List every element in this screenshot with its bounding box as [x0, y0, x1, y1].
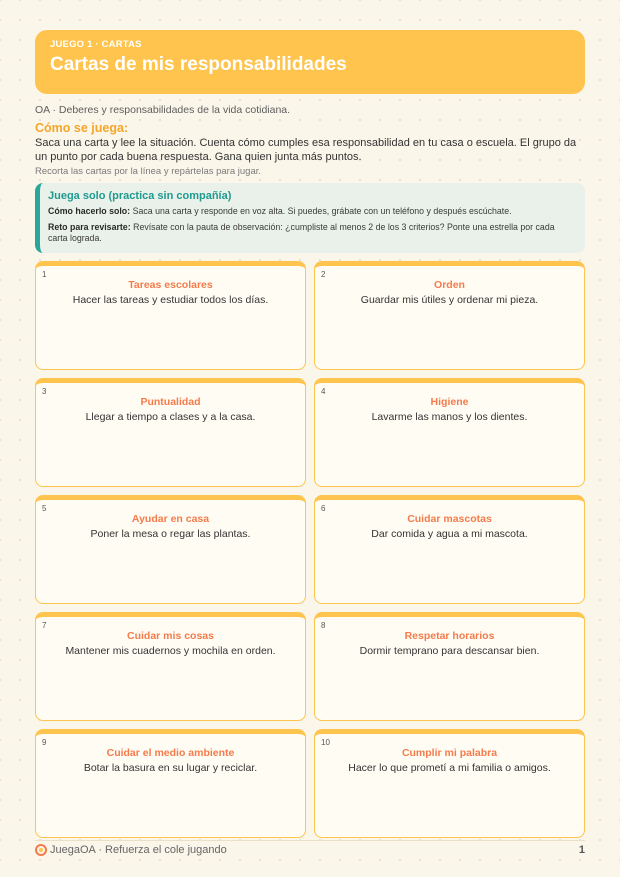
card-1: [35, 261, 306, 370]
card-text: Dormir temprano para descansar bien.: [359, 645, 540, 657]
card-text: Mantener mis cuadernos y mochila en orden.: [65, 645, 276, 657]
card-number: 5: [42, 504, 47, 513]
target-icon: [35, 844, 47, 856]
page-title: Cartas de mis responsabilidades: [50, 54, 347, 75]
card-10: [314, 729, 585, 838]
card-text: Hacer lo que prometí a mi familia o amigos.: [348, 762, 551, 774]
card-title: Ayudar en casa: [131, 513, 210, 525]
card-text: Dar comida y agua a mi mascota.: [371, 528, 528, 540]
solo-how-label: Cómo hacerlo solo:: [48, 206, 131, 216]
solo-challenge: [48, 222, 573, 245]
card-5: [35, 495, 306, 604]
card-title: Cuidar mascotas: [407, 513, 492, 525]
howto-text: Saca una carta y lee la situación. Cuenta cómo cumples esa responsabilidad en tu casa o escuela. El grupo da un punto por cada buena respuesta. Gana quien junta más puntos.: [35, 137, 577, 163]
card-9: [35, 729, 306, 838]
card-number: 8: [321, 621, 326, 630]
card-7: [35, 612, 306, 721]
solo-play-box: [35, 183, 585, 253]
card-number: 4: [321, 387, 326, 396]
card-2: [314, 261, 585, 370]
card-text: Llegar a tiempo a clases y a la casa.: [85, 411, 256, 423]
solo-how-text: Saca una carta y responde en voz alta. Si puedes, grábate con un teléfono y después escúchate.: [132, 206, 512, 216]
card-3: [35, 378, 306, 487]
cut-note: Recorta las cartas por la línea y repártelas para jugar.: [35, 166, 262, 177]
card-6: [314, 495, 585, 604]
solo-heading: Juega solo (practica sin compañía): [48, 190, 232, 202]
card-title: Puntualidad: [140, 396, 201, 408]
solo-how: [48, 206, 573, 218]
card-number: 9: [42, 738, 47, 747]
card-title: Tareas escolares: [128, 279, 213, 291]
solo-challenge-label: Reto para revisarte:: [48, 221, 131, 232]
header-banner: [35, 30, 585, 94]
footer-divider: [35, 840, 585, 841]
game-label: JUEGO 1 · CARTAS: [50, 39, 142, 50]
card-8: [314, 612, 585, 721]
card-number: 6: [321, 504, 326, 513]
card-text: Guardar mis útiles y ordenar mi pieza.: [360, 294, 539, 306]
card-text: Botar la basura en su lugar y reciclar.: [83, 762, 258, 774]
page-number: 1: [578, 844, 585, 856]
card-title: Respetar horarios: [404, 630, 495, 642]
card-title: Cumplir mi palabra: [401, 747, 498, 759]
card-number: 10: [321, 738, 330, 747]
card-text: Poner la mesa o regar las plantas.: [90, 528, 251, 540]
card-4: [314, 378, 585, 487]
footer-brand: JuegaOA · Refuerza el cole jugando: [50, 844, 227, 856]
card-text: Lavarme las manos y los dientes.: [371, 411, 528, 423]
solo-challenge-text: Revísate con la pauta de observación: ¿cumpliste al menos 2 de los 3 criterios? Ponte una estrella por cada carta lograda.: [48, 221, 555, 243]
card-number: 7: [42, 621, 47, 630]
card-number: 2: [321, 270, 326, 279]
card-title: Cuidar el medio ambiente: [106, 747, 235, 759]
card-text: Hacer las tareas y estudiar todos los días.: [72, 294, 269, 306]
card-title: Cuidar mis cosas: [127, 630, 214, 642]
card-number: 1: [42, 270, 47, 279]
card-title: Orden: [434, 279, 465, 291]
card-title: Higiene: [430, 396, 469, 408]
howto-heading: Cómo se juega:: [35, 121, 129, 135]
learning-objective: OA · Deberes y responsabilidades de la vida cotidiana.: [35, 104, 291, 116]
card-number: 3: [42, 387, 47, 396]
